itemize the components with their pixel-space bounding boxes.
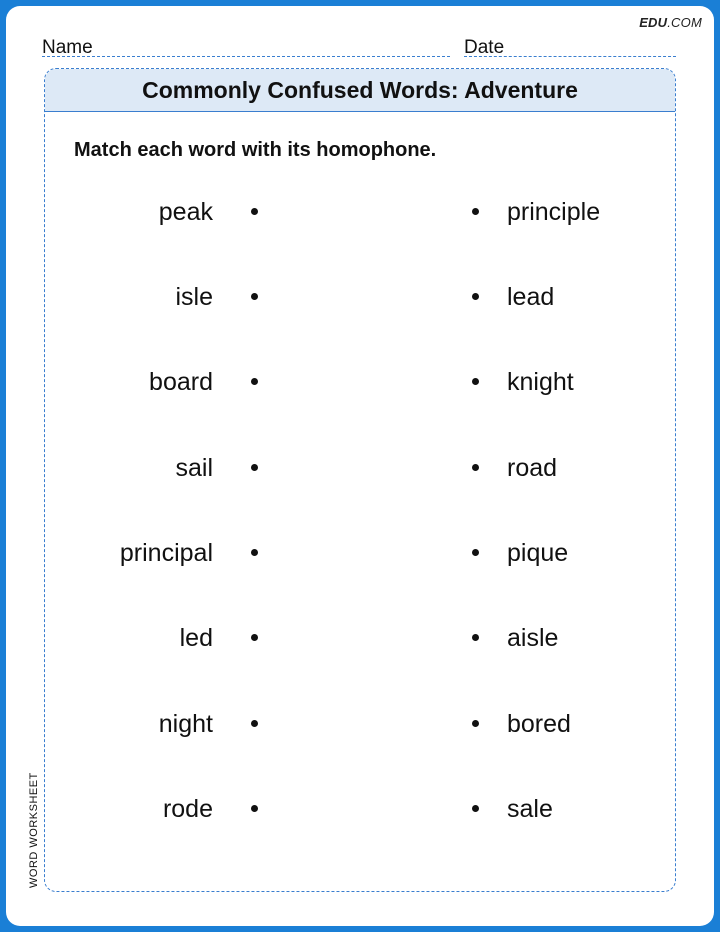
right-dot[interactable] (472, 208, 479, 215)
right-word: bored (507, 710, 571, 738)
left-word: peak (158, 198, 213, 226)
match-row (45, 195, 675, 229)
right-dot[interactable] (472, 634, 479, 641)
brand-logo-part1: EDU (639, 15, 668, 30)
right-word: lead (507, 283, 555, 311)
right-word: pique (507, 539, 569, 567)
date-label: Date (464, 37, 505, 58)
date-field[interactable] (464, 34, 676, 57)
match-row (45, 707, 675, 741)
worksheet-page (6, 6, 714, 926)
left-dot[interactable] (251, 634, 258, 641)
left-dot[interactable] (251, 208, 258, 215)
right-word: knight (507, 368, 574, 396)
right-dot[interactable] (472, 805, 479, 812)
right-dot[interactable] (472, 549, 479, 556)
left-dot[interactable] (251, 378, 258, 385)
right-word: aisle (507, 624, 559, 652)
right-word: road (507, 454, 558, 482)
left-dot[interactable] (251, 293, 258, 300)
match-row (45, 451, 675, 485)
right-word: principle (507, 198, 601, 226)
right-dot[interactable] (472, 464, 479, 471)
match-row (45, 280, 675, 314)
left-word: led (179, 624, 213, 652)
worksheet-box (44, 68, 676, 892)
left-word: sail (175, 454, 213, 482)
left-dot[interactable] (251, 805, 258, 812)
match-row (45, 536, 675, 570)
brand-logo (639, 15, 702, 30)
right-word: sale (507, 795, 553, 823)
left-dot[interactable] (251, 464, 258, 471)
left-word: board (149, 368, 213, 396)
left-word: night (158, 710, 213, 738)
name-field[interactable] (42, 34, 450, 57)
right-dot[interactable] (472, 720, 479, 727)
left-dot[interactable] (251, 549, 258, 556)
match-row (45, 792, 675, 826)
left-word: rode (162, 795, 213, 823)
side-label: WORD WORKSHEET (28, 772, 40, 888)
right-dot[interactable] (472, 293, 479, 300)
name-label: Name (42, 37, 93, 58)
match-row (45, 365, 675, 399)
left-word: isle (175, 283, 213, 311)
brand-logo-part2: .COM (667, 15, 702, 30)
match-row (45, 621, 675, 655)
worksheet-title: Commonly Confused Words: Adventure (45, 69, 675, 112)
instruction-text: Match each word with its homophone. (74, 139, 437, 161)
right-dot[interactable] (472, 378, 479, 385)
left-dot[interactable] (251, 720, 258, 727)
left-word: principal (119, 539, 213, 567)
